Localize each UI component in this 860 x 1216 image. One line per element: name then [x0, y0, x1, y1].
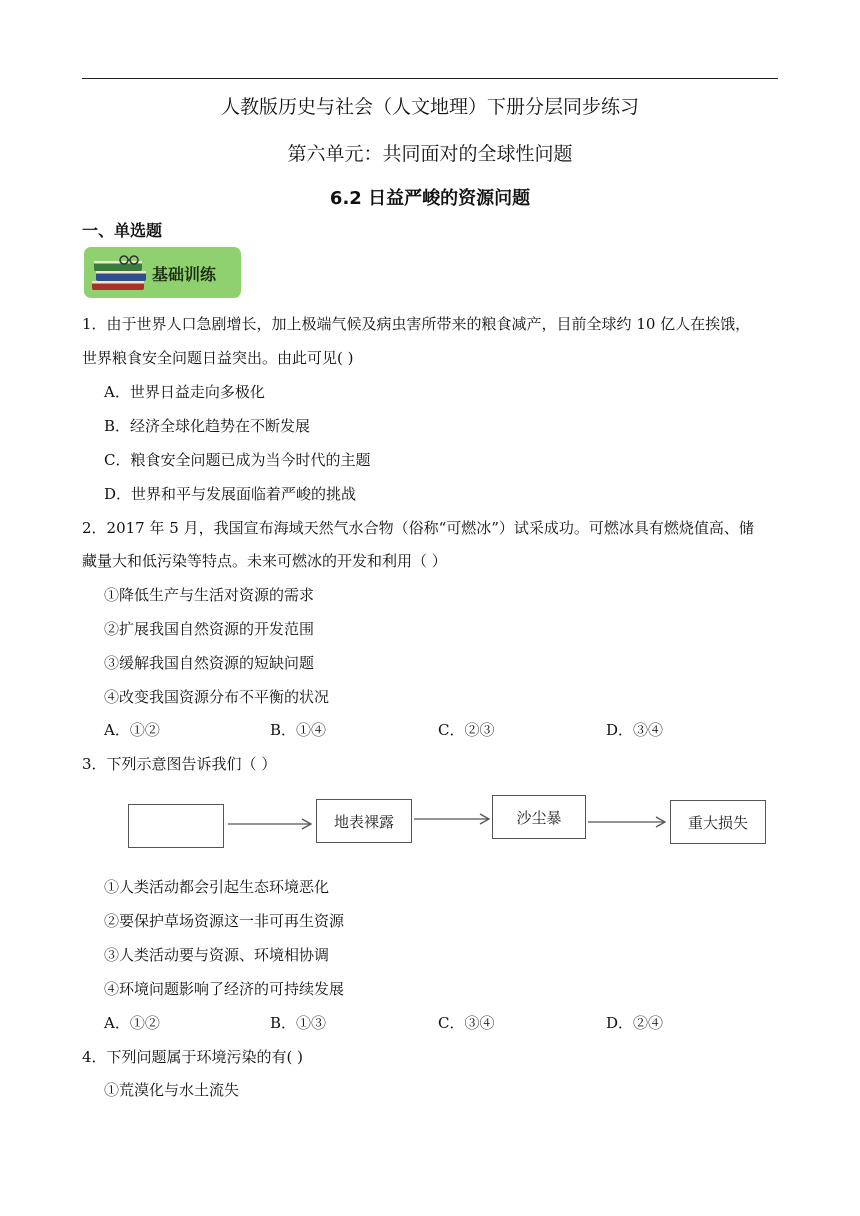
- question-1-text: 1．由于世界人口急剧增长，加上极端气候及病虫害所带来的粮食减产，目前全球约 10 亿人在挨饿，: [82, 315, 751, 333]
- question-2-choice-d[interactable]: D．③④: [606, 721, 664, 739]
- question-2-text: 2．2017 年 5 月，我国宣布海域天然气水合物（俗称“可燃冰”）试采成功。可燃冰具有燃烧值高、储: [82, 519, 754, 537]
- question-1-option-b[interactable]: B．经济全球化趋势在不断发展: [104, 417, 311, 435]
- question-1-text-cont: 世界粮食安全问题日益突出。由此可见( ): [82, 349, 354, 367]
- question-1-option-c[interactable]: C．粮食安全问题已成为当今时代的主题: [104, 451, 371, 469]
- badge-label: 基础训练: [152, 265, 217, 284]
- unit-title: 第六单元：共同面对的全球性问题: [287, 143, 573, 165]
- arrow-icon: [228, 817, 314, 831]
- question-2-text-cont: 藏量大和低污染等特点。未来可燃冰的开发和利用（ ）: [82, 552, 447, 570]
- diagram-box-bare-surface: 地表裸露: [316, 799, 412, 843]
- question-3-text: 3．下列示意图告诉我们（ ）: [82, 755, 277, 773]
- question-3-choice-b[interactable]: B．①③: [270, 1014, 327, 1032]
- question-3-choice-a[interactable]: A．①②: [104, 1014, 160, 1032]
- lesson-title: 6.2 日益严峻的资源问题: [329, 188, 531, 209]
- question-3-statement-3: ③人类活动要与资源、环境相协调: [104, 946, 330, 964]
- question-2-statement-2: ②扩展我国自然资源的开发范围: [104, 620, 315, 638]
- question-1-option-d[interactable]: D．世界和平与发展面临着严峻的挑战: [104, 485, 357, 503]
- question-2-statement-1: ①降低生产与生活对资源的需求: [104, 586, 315, 604]
- header-rule: [82, 78, 778, 79]
- question-3-statement-1: ①人类活动都会引起生态环境恶化: [104, 878, 330, 896]
- diagram-box-blank: [128, 804, 224, 848]
- question-4-statement-1: ①荒漠化与水土流失: [104, 1081, 240, 1099]
- section-title: 一、单选题: [82, 221, 163, 240]
- question-3-statement-2: ②要保护草场资源这一非可再生资源: [104, 912, 345, 930]
- question-3-choice-d[interactable]: D．②④: [606, 1014, 664, 1032]
- arrow-icon: [588, 815, 668, 829]
- books-icon: [90, 255, 154, 293]
- question-2-choice-a[interactable]: A．①②: [104, 721, 160, 739]
- question-1-option-a[interactable]: A．世界日益走向多极化: [104, 383, 265, 401]
- arrow-icon: [414, 812, 492, 826]
- question-3-statement-4: ④环境问题影响了经济的可持续发展: [104, 980, 345, 998]
- question-3-choice-c[interactable]: C．③④: [438, 1014, 495, 1032]
- diagram-box-sandstorm: 沙尘暴: [492, 795, 586, 839]
- basic-training-badge: [84, 247, 241, 298]
- question-2-choice-b[interactable]: B．①④: [270, 721, 327, 739]
- diagram-box-heavy-loss: 重大损失: [670, 800, 766, 844]
- question-2-statement-3: ③缓解我国自然资源的短缺问题: [104, 654, 315, 672]
- document-title: 人教版历史与社会（人文地理）下册分层同步练习: [220, 96, 639, 118]
- question-2-choice-c[interactable]: C．②③: [438, 721, 495, 739]
- question-4-text: 4．下列问题属于环境污染的有( ): [82, 1048, 304, 1066]
- question-2-statement-4: ④改变我国资源分布不平衡的状况: [104, 688, 330, 706]
